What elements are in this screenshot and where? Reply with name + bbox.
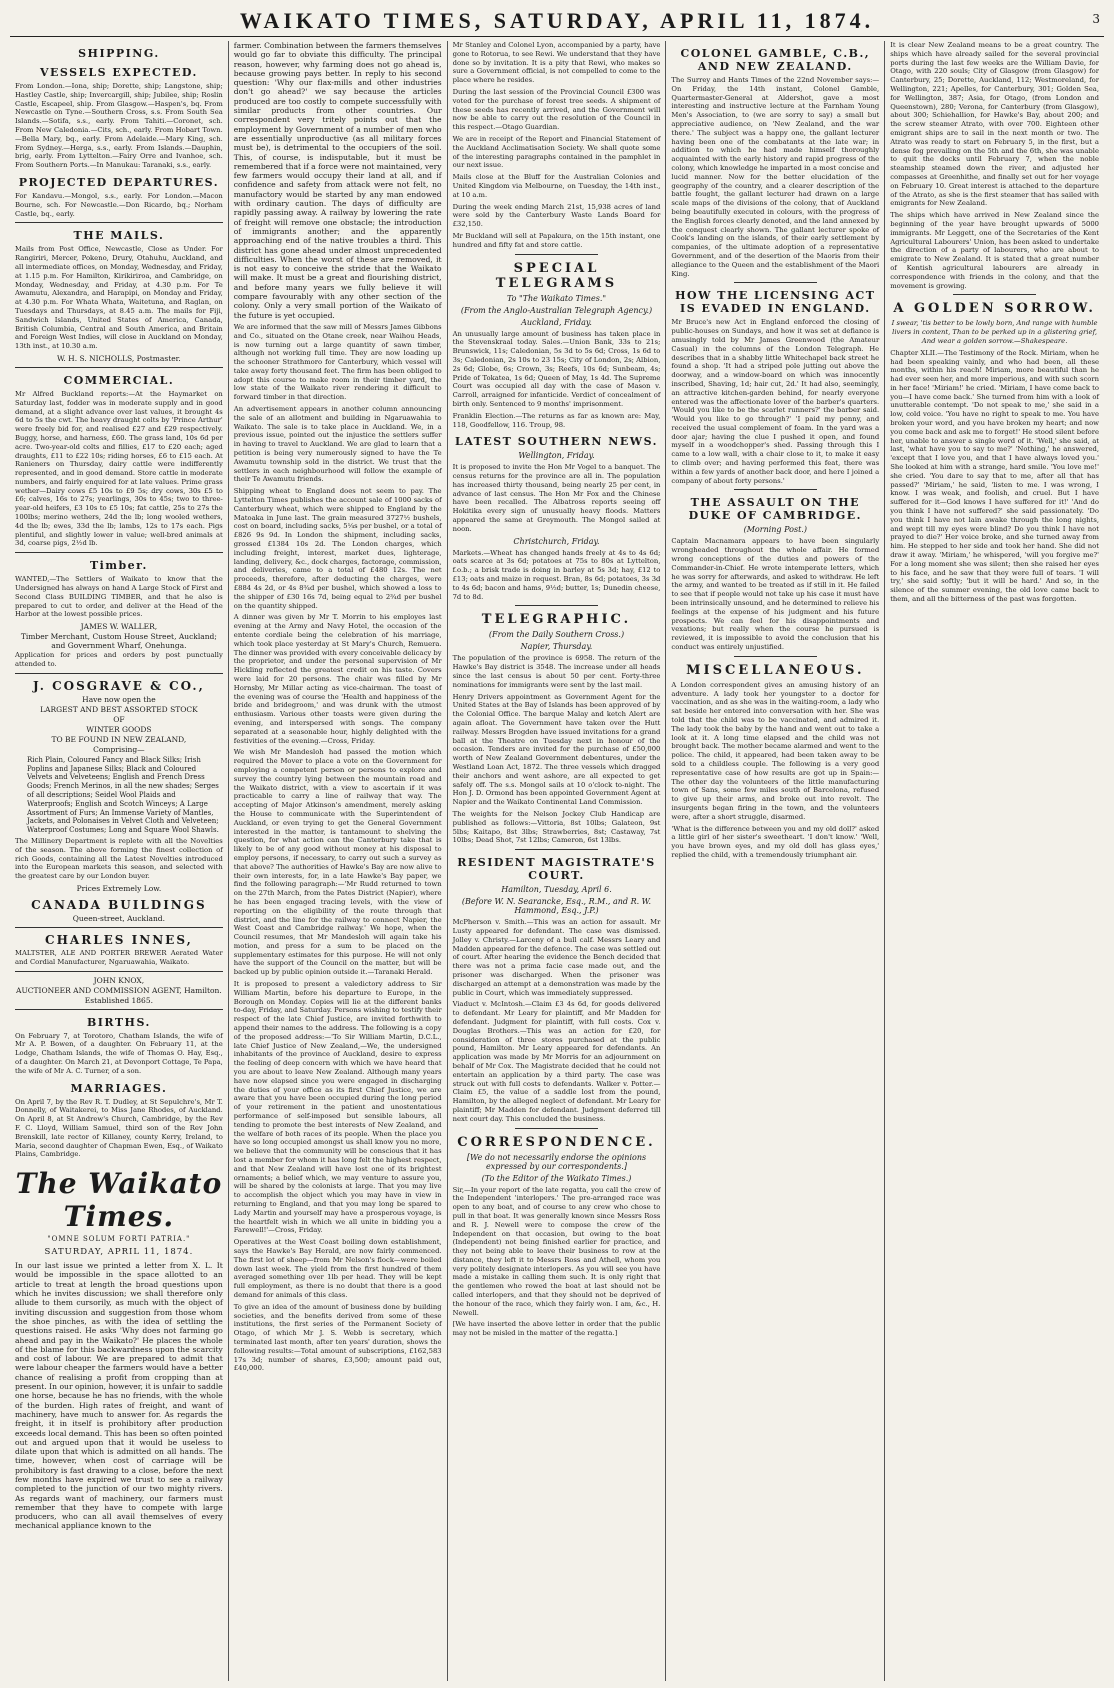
licensing-text: Mr Bruce's new Act in England enforced the closing of public-houses on Sundays, and how it was set at defiance is amusingly told by Mr James Greenwood (the Amateur Casual) in the columns of the London Telegraph. He describes that in a shabby little Whitechapel back street he found a shop. 'It had a striped pole jutting out above the doorway, and a window-board on which was innocently inscribed, Shaving, 1d; hair cut, 2d.' It had also, seemingly, an attractive kitchen-garden behind, for nearly everyone entered was the affectionate lover of the barber's quarters. 'Would you like to be the scarlet runners?' the barber said. 'Would you like to go through?' 'I paid my penny, and received the usual complement of foam. In the yard was a door ajar; having the clue I pushed it open, and found myself in a woodchopper's shed. Passing through this I came to a low wall, with a chair close to it, to make it easy to climb over; and having performed this feat, there was within a few yards of another back door, and here I joined a company of about forty persons.' bbox=[671, 318, 880, 485]
mails-signature: W. H. S. NICHOLLS, Postmaster. bbox=[56, 353, 181, 363]
cosgrave-text: The Millinery Department is replete with all the Novelties of the season. The above forming the finest collection of rich Goods, containing all the Latest Novelties introduced into the European markets this season, and selected with the greatest care by our London buyer. bbox=[15, 837, 223, 881]
resident-court-title: RESIDENT MAGISTRATE'S COURT. bbox=[457, 856, 656, 883]
divider bbox=[15, 1009, 223, 1010]
shipping-title: SHIPPING. bbox=[78, 47, 160, 60]
duke-text: Captain Macnamara appears to have been singularly wrongheaded throughout the whole affair. He formed wrong conceptions of the duties and powers of the Commander-in-Chief. He wrote intemperate letters, which he was sorry for afterwards, and asked to withdraw. He left the army, and wanted to be treated as if still in it. He failed to see that if people would not take up his case it must have been intrinsically unsound, and he determined to relieve his feelings at the expense of his judgment and his future prospects. We can feel for his disappointments and vexations; but really when the course he pursued is reviewed, it is impossible to avoid the conclusion that his conduct was entirely unjustified. bbox=[671, 537, 880, 652]
sorrow-title: A GOLDEN SORROW. bbox=[893, 301, 1096, 317]
resident-dateline: Hamilton, Tuesday, April 6. bbox=[501, 885, 612, 895]
column-3 bbox=[448, 41, 667, 1681]
article-wheat-shipping: Shipping wheat to England does not seem to pay. The Lyttelton Times publishes the account sale of 1000 sacks of Canterbury wheat, which were shipped to England by the Matoaka in June last. The grain measured 3727½ bushels, cost on board, including sacks, 5¼s per bushel, or a total of £826 9s 9d. In London the shipment, including sacks, grossed £1384 10s 2d. The London charges, which including freight, interest, market dues, lighterage, landing, delivery, &c., dock charges, factorage, commission, and deliveries, came to a total of £480 12s. The net proceeds, therefore, after deducting the charges, were £884 4s 2d, or 4s 8¾d per bushel, which showed a loss to the shipper of £30 16s 7d, being equal to 2¾d per bushel on the quantity shipped. bbox=[233, 487, 442, 610]
births-title: BIRTHS. bbox=[86, 1015, 151, 1029]
commercial-text: Mr Alfred Buckland reports:—At the Haymarket on Saturday last, fodder was in moderate supply and in good demand, at a slight advance over last values, it brought 4s 6d to 5s the cwt. The heavy draught colts by 'Prince Arthur' were freely bid for, and realised £27 and £29 respectively. Buggy, horse, and harness, £60. The grass land, 10s 6d per acre. Two-year-old colts and fillies, £17 to £20 each; aged draughts, £11 to £22 10s; riding horses, £6 to £15 each. At Ranieners on Thursday, dairy cattle were indifferently represented, and in good demand. Store cattle in moderate numbers, and fairly enquired for at late values. Prime grass wether—Dairy cows £5 10s to £9 5s; dry cows, 30s £5 to £6; calves, 16s to 27s; yearlings, 30s to 45s; two to three-year-old heifers, £3 10s to £5 10s; fat cattle, 25s to 27s the 100lbs; merino wethers, 24d the lb; long wooled wethers, 4d the lb; ewes, 33d the lb; lambs, 12s to 17s each. Pigs plentiful, and slightly lower in value; well-bred animals at 3d, coarse pigs, 2½d lb. bbox=[15, 389, 223, 548]
column-5 bbox=[885, 41, 1104, 1681]
divider bbox=[515, 254, 598, 255]
column-4 bbox=[666, 41, 885, 1681]
article-emigration: It is clear New Zealand means to be a great country. The ships which have already sailed for the several provincial ports during the last few weeks are the William Davie, for Otago, with 220 souls; City of Glasgow (from Glasgow) for Canterbury, 25; Dorette, Auckland, 112; Westmoreland, for Wellington, 221; Apelles, for Canterbury, 301; Golden Sea, for Wellington, 387; Asia, for Otago, (from London and Queenstown), 280; Verona, for Canterbury (from Glasgow), about 300; Schiehallion, for Hawke's Bay, about 200; and the screw steamer Atrato, with over 700. Eighteen other emigrant ships are to sail in the next month or two. The Atrato was ready to start on February 5, in the first, but a dense fog prevailing on the 5th and the 6th, she was unable to quit the docks until February 7, when the noble steamship steamed down the river, and adjusted her compasses at Greenhithe, and finally set out for her voyage on February 10. Great interest is attached to the departure of the Atrato, as she is the first steamer that has sailed with emigrants for New Zealand. bbox=[890, 41, 1099, 208]
article-acclimatisation: We are in receipt of the Report and Financial Statement of the Auckland Acclimatisation Society. We shall quote some of the interesting paragraphs contained in the pamphlet in our next issue. bbox=[452, 134, 661, 170]
cosgrave-list: Rich Plain, Coloured Fancy and Black Silks; Irish Poplins and Japanese Silks; Black and Coloured Velvets and Velveteens; English and French Dress Goods; French Merinos, in all the new shades; Serges of all descriptions; Seidel Wool Plaids and Waterproofs; English and Scotch Winceys; A Large Assortment of Furs; An Immense Variety of Mantles, Jackets, and Polonaises in Velvet Cloth and Velveteen; Waterproof Costumes; Long and Square Wool Shawls. bbox=[27, 755, 219, 835]
article-saw-mill: We are informed that the saw mill of Messrs James Gibbons and Co., situated on the Otane creek, near Waihou Heads, is now turning out a large quantity of sawn timber, although not working full time. They are now loading up the schooner Strathmoro for Canterbury, which vessel will take away forty thousand feet. The firm has been obliged to adopt this course to make room in their timber yard, the low state of the Waikato river rendering it difficult to forward timber in that direction. bbox=[233, 322, 442, 402]
cosgrave-sub5: TO BE FOUND IN NEW ZEALAND, bbox=[51, 734, 187, 744]
telegrams-title: SPECIAL TELEGRAMS bbox=[495, 260, 618, 291]
christchurch-text: Markets.—Wheat has changed hands freely at 4s to 4s 6d; oats scarce at 3s 6d; potatoes at 75s to 80s at Lyttelton, f.o.b.; a brisk trade is doing in barley at 5s 3d; hay, £12 to £13; oats and maize in request. Bran, 8s 6d; potatoes, 3s 3d to 4s 6d; bacon and hams, 9½d; butter, 1s; Dunedin cheese, 7d to 8d. bbox=[452, 548, 661, 601]
sorrow-verse: I swear, 'tis better to be lowly born, And range with humble livers in content, Than to be perked up in a glistering grief, And wear a golden sorrow.—Shakespeare. bbox=[891, 319, 1098, 345]
mails-text: Mails from Post Office, Newcastle, Close as Under. For Rangiriri, Mercer, Pokeno, Drury, Otahuhu, Auckland, and all intermediate offices, on Monday, Wednesday, and Friday, at 1.15 p.m. For Hamilton, Kirikiriroa, and Cambridge, on Monday, Wednesday, and Friday, at 4.30 p.m. For Te Awamutu, Alexandra, and Harapipi, on Monday and Friday, at 4.30 p.m. For Whata Whata, Waitetuna, and Raglan, on Tuesdays and Thursdays, at 8.45 a.m. The mails for Fiji, Sandwich Islands, United States of America, Canada, British Columbia, Central and South America, and Britain and Foreign West Indies, will close in Auckland on Monday, 13th inst., at 10.30 a.m. bbox=[15, 245, 223, 351]
wellington-text: Henry Drivers appointment as Government Agent for the United States at the Bay of Islands has been approved of by the Colonial Office. The barque Malay and ketch Alert are again afloat. The Government have taken over the Hutt railway. Messrs Brogden have issued invitations for a grand ball at the Theatre on Tuesday next in honour of the occasion. Tenders are invited for the purchase of £50,000 worth of New Zealand Government debentures, under the Westland Loan Act, 1872. The three vessels which dragged their anchors and went ashore, are all expected to get safely off. The s.s. Mongol sails at 10 o'clock to-night. The Hon J. D. Ormond has been appointed Government Agent at Napier and the Waikato Continental Land Commission. bbox=[452, 692, 661, 807]
correspondence-title: CORRESPONDENCE. bbox=[457, 1134, 656, 1150]
cosgrave-sub4: WINTER GOODS bbox=[86, 724, 152, 734]
resident-before: (Before W. N. Searancke, Esq., R.M., and R. W. Hammond, Esq., J.P.) bbox=[461, 897, 652, 916]
telegraphic-source: (From the Daily Southern Cross.) bbox=[488, 630, 625, 640]
masthead bbox=[10, 6, 1104, 37]
divider bbox=[15, 971, 223, 972]
canada-title: CANADA BUILDINGS bbox=[31, 898, 207, 912]
commercial-title: COMMERCIAL. bbox=[63, 373, 175, 387]
editorial-text: In our last issue we printed a letter from X. L. It would be impossible in the space allotted to an article to treat at length the broad questions upon which he invites discussion; we shall therefore only allude to them cursorily, as much with the object of inviting discussion and suggestion from those whom the shoe pinches, as with the idea of settling the questions raised. He asks 'Why does not farming go ahead and pay in the Waikato?' He places the whole of the blame for this backwardness upon the scarcity and cost of labour. We are prepared to admit that were labour cheaper the farmers would have a better chance of realising a profit from cropping than at present. In our opinion, however, it is unfair to saddle one horse, because he has no friends, with the whole of the burden. High rates of freight, and want of machinery, have much to answer for. As regards the freight, it in itself is prohibitory after production exceeds local demand. This has been so often pointed out and argued upon that it would be useless to dilate upon that which is admitted on all hands. The time, however, when cost of carriage will be prohibitory is fast drawing to a close, before the next few months have expired we trust to see a railway completed to the junction of our two mighty rivers. As regards want of machinery, our farmers must remember that they have to compete with large producers, who can all avail themselves of every mechanical appliance known to the bbox=[15, 1261, 223, 1531]
cosgrave-sub1: Have now open the bbox=[82, 694, 156, 704]
cosgrave-sub2: LARGEST AND BEST ASSORTED STOCK bbox=[40, 704, 198, 714]
article-immigrants: The ships which have arrived in New Zealand since the beginning of the year have brought upwards of 5000 immigrants. Mr Leggett, one of the Secretaries of the Kent Agricultural Labourers' Union, has been asked to undertake the direction of a party of labourers, who are about to emigrate to New Zealand. It is stated that a great number of Kentish agricultural labourers are already in correspondence with friends in the colony, and that the movement is growing. bbox=[890, 211, 1099, 290]
timber-note: Application for prices and orders by post punctually attended to. bbox=[15, 651, 223, 669]
resident-text: McPherson v. Smith.—This was an action for assault. Mr Lusty appeared for defendant. The case was dismissed. Jolley v. Christy.—Larceny of a bull calf. Messrs Leary and Madden appeared for the defence. The case was settled out of court. After hearing the evidence the Bench decided that there was not a prima facie case made out, and the prisoner was discharged. When the prisoner was discharged an attempt at a demonstration was made by the public in Court, which was immediately suppressed. bbox=[452, 918, 661, 997]
telegraphic-text: The population of the province is 6958. The return of the Hawke's Bay district is 3548. The increase under all heads since the last census is about 50 per cent. Forty-three nominations for immigrants were sent by the last mail. bbox=[452, 654, 661, 689]
cosgrave-title: J. COSGRAVE & CO., bbox=[33, 678, 205, 693]
divider bbox=[953, 294, 1037, 295]
vessels-expected-text: From London.—Iona, ship; Dorette, ship; Langstone, ship; Hastley Castle, ship; Invercargill, ship; Jubilee, ship; Roslin Castle, Escapeel, ship. From Glasgow.—Haspen's, bq. From Newcastle on Tyne.—Southern Cross, s.s. From South Sea Islands.—Sotifa, s.s., early. From Tahiti.—Coronet, sch. From New Caledonia.—Cits, sch., early. From Hobart Town.—Bella Mary, bq., early. From Adelaide.—Mary King, sch. From Sydney.—Herga, s.s., early. From Islands.—Dauphin, brig, early. From Lyttelton.—Fairy Orre and Ivanhoe, sch. From Southern Ports.—In Manukau: Taranaki, s.s., early. bbox=[15, 82, 223, 170]
divider bbox=[15, 552, 223, 553]
nelson-text: The weights for the Nelson Jockey Club Handicap are published as follows:—Vittoria, 8st 10lbs; Galateon, 9st 5lbs; Kaitapo, 8st 3lbs; Strawberries, 8st; Castaway, 7st 10lbs; Dead Shot, 7st 12lbs; Cameron, 6st 13lbs. bbox=[452, 810, 661, 845]
divider bbox=[15, 927, 223, 928]
article-waste-lands: During the week ending March 21st, 15,938 acres of land were sold by the Canterbury Waste Lands Board for £32,150. bbox=[452, 202, 661, 229]
divider bbox=[515, 1128, 598, 1129]
canada-sub: Queen-street, Auckland. bbox=[72, 914, 165, 923]
article-mails-bluff: Mails close at the Bluff for the Australian Colonies and United Kingdom via Melbourne, on Tuesday, the 14th inst., at 10 a.m. bbox=[452, 173, 661, 199]
franklin-election: Franklin Election.—The returns as far as known are: May, 118, Goodfellow, 116. Troup, 98. bbox=[452, 411, 661, 429]
marriages-title: MARRIAGES. bbox=[70, 1081, 168, 1095]
article-building-societies: To give an idea of the amount of business done by building societies, and the benefits derived from some of these institutions, the first series of the Permanent Society of Otago, of which Mr J. S. Webb is secretary, which terminated last month, after ten years' duration, shows the following results:—Total amount of subscriptions, £162,583 17s 3d; number of shares, £3,500; amount paid out, £40,000. bbox=[233, 1302, 442, 1373]
gamble-text: The Surrey and Hants Times of the 22nd November says:—On Friday, the 14th instant, Colonel Gamble, Quartermaster-General at Aldershot, gave a most interesting and instructive lecture at the Farnham Young Men's Association, to (we are sorry to say) a small but appreciative audience, on 'New Zealand, and the war there.' The subject was a happy one, the gallant lecturer having been one of the combatants at the late war; in addition to which he had made himself thoroughly acquainted with the early history and rapid progress of the colony, which knowledge he imparted in a most concise and lucid manner. Now for the better elucidation of the geography of the country, and a clearer description of the battle fought, the gallant lecturer had drawn on a large scale maps of the divisions of the colony, that of Auckland being beautifully executed in colours, with the progress of the English forces clearly denoted, and the land annexed by the conquest clearly shown. The gallant lecturer spoke of Cook's landing on the islands, of their early settlement by companies, of the ultimate adoption of a representative Government, and of the desertion of the Maoris from their allegiance to the Queen and the establishment of the Maori King. bbox=[671, 76, 880, 278]
telegrams-text: An unusually large amount of business has taken place in the Stevenskraal today. Sales.—Union Bank, 33s to 21s; Brunswick, 11s; Caledonian, 5s 3d to 5s 6d; Cross, 1s 6d to 3s; Caledonian, 2s 10s to 23 15s; City of London, 2s; Albion, 2s 6d; Globe, 6s; Crown, 3s; Reefs, 10s 6d; Sunbeam, 4s; Pride of Tokatea, 1s 6d; Queen of May, 1s 4d. The Supreme Court was occupied all day with the case of Mason v. Carroll, arraigned for infanticide. Verdict of concealment of birth only. Sentenced to 9 months' imprisonment. bbox=[452, 329, 661, 408]
duke-source: (Morning Post.) bbox=[743, 525, 807, 535]
southern-news-title: LATEST SOUTHERN NEWS. bbox=[455, 435, 658, 449]
knox-text: AUCTIONEER AND COMMISSION AGENT, Hamilton. bbox=[16, 985, 222, 995]
knox-title: JOHN KNOX, bbox=[93, 975, 145, 985]
article-dinner: A dinner was given by Mr T. Morrin to his employes last evening at the Army and Navy Hotel, the occasion of the entente cordiale being the celebration of his marriage, which took place yesterday at St Mary's Church, Remuera. The dinner was provided with every conceivable delicacy by the proprietor, and under the personal supervision of Mr Hickling reflected the greatest credit on his taste. Covers were laid for 20 persons. The chair was filled by Mr Hornsby, Mr Millar acting as vice-chairman. The toast of the evening was of course the 'Health and happiness of the bride and bridegroom,' and was drunk with the utmost enthusiasm. Various other toasts were given during the evening, and interspersed with songs. The company separated at a seasonable hour, highly delighted with the festivities of the evening.—Cross, Friday. bbox=[233, 613, 442, 745]
divider bbox=[15, 367, 223, 368]
telegrams-dateline: Auckland, Friday. bbox=[521, 317, 592, 327]
births-text: On February 7, at Torotoro, Chatham Islands, the wife of Mr A. P. Bowen, of a daughter. On February 11, at the Lodge, Chatham Islands, the wife of Thomas O. Hay, Esq., of a daughter. On March 21, at Devonport Cottage, Te Papa, the wife of Mr A. C. Turner, of a son. bbox=[15, 1031, 223, 1075]
correspondence-note-2: [We have inserted the above letter in order that the public may not be misled in the matter of the regatta.] bbox=[452, 1320, 661, 1338]
sorrow-text: Chapter XLII.—The Testimony of the Rock. Miriam, when he had been speaking vainly, and who had been, all these months, within his reach! Miriam, more beautiful than he had ever seen her, and more imperious, and with such scorn in her face! 'Miriam!' he cried. 'Miriam, I have come back to you—I have come back.' She turned from him with a look of unutterable contempt. 'Do not speak to me,' she said in a low, cold voice. 'You have no right to speak to me. You have broken your word, and you have broken my heart; and now you come back and ask me to forget!' He stood silent before her, unable to answer a single word of it. 'Well,' she said, at last, 'what have you to say to me?' 'Nothing,' he answered, 'except that I love you, and that I have always loved you.' She looked at him with a strange, hard smile. 'You love me!' she cried. 'You dare to say that to me, after all that has passed?' 'Miriam,' he said, 'listen to me. I was wrong, I know. I was weak, and foolish, and cruel. But I have suffered for it—God knows I have suffered for it!' 'And do you think I have not suffered?' she said passionately. 'Do you think I have not lain awake through the long nights, and wept till my eyes were blind? Do you think I have not prayed to die?' Her voice broke, and she turned away from him. He stepped to her side and took her hand. She did not draw it away. 'Miriam,' he whispered, 'will you forgive me?' For a long moment she was silent; then she raised her eyes to his face, and he saw that they were full of tears. 'I will try,' she said softly; 'but it will be hard.' And so, in the silence of the summer evening, the old love came back to them, and all the bitterness of the past was forgotten. bbox=[890, 348, 1099, 604]
divider bbox=[515, 849, 598, 850]
masthead-title: WAIKATO TIMES, SATURDAY, APRIL 11, 1874. bbox=[239, 8, 875, 33]
misc-title: MISCELLANEOUS. bbox=[686, 662, 865, 678]
article-allotment-sale: An advertisement appears in another column announcing the sale of an allotment and building in Ngaruawahia to Waikato. The sale is to take place in Auckland. We, in a previous issue, pointed out the injustice the settlers suffer in having to travel to Auckland. We are glad to learn that a petition is being very numerously signed to have the Te Awamutu township sold in the district. We trust that the settlers in each neighbourhood will follow the example of their Te Awamutu friends. bbox=[233, 405, 442, 484]
column-2 bbox=[229, 41, 448, 1681]
cosgrave-prices: Prices Extremely Low. bbox=[76, 884, 162, 893]
article-rewi: Mr Stanley and Colonel Lyon, accompanied by a party, have gone to Rotorua, to see Rewi. We understand that they have done so by invitation. It is a pity that Rewi, who makes so sure a Government official, is not compelled to come to the place where he resides. bbox=[452, 41, 661, 85]
knox-est: Established 1865. bbox=[84, 995, 153, 1005]
timber-address: Timber Merchant, Custom House Street, Auckland; and Government Wharf, Onehunga. bbox=[20, 632, 217, 651]
mails-title: THE MAILS. bbox=[73, 229, 165, 243]
divider bbox=[15, 222, 223, 223]
resident-text-2: Viaduct v. McIntosh.—Claim £3 4s 6d, for goods delivered to defendant. Mr Leary for plaintiff, and Mr Madden for defendant. Judgment for plaintiff, with full costs. Cox v. Douglas Brothers.—This was an action for £20, for consideration of three stores purchased at the public pound, Hamilton. Mr Leary appeared for defendants. An application was made by Mr Morris for an adjournment on behalf of Mr Cox. The Magistrate decided that he could not entertain an application by a third party. The case was struck out with full costs to defendants. Walker v. Potter.—Claim £5, the value of a saddle lost from the pound, Hamilton, by the alleged neglect of defendant. Mr Leary for plaintiff; Mr Madden for defendant. Judgment deferred till next court day. This concluded the business. bbox=[452, 1000, 661, 1123]
divider bbox=[515, 605, 598, 606]
projected-departures-text: For Kandavu.—Mongol, s.s., early. For London.—Macon Bourne, sch. For Newcastle.—Don Ricardo, bq.; Norham Castle, bq., early. bbox=[15, 191, 223, 218]
misc-text-2: 'What is the difference between you and my old doll?' asked a little girl of her sister's sweetheart. 'I don't know.' 'Well, you have brown eyes, and my old doll has glass eyes,' replied the child, with a tremendously triumphant air. bbox=[671, 824, 880, 859]
telegraphic-dateline: Napier, Thursday. bbox=[520, 642, 593, 652]
article-boiling-down: Operatives at the West Coast boiling down establishment, says the Hawke's Bay Herald, are now fairly commenced. The first lot of sheep—from Mr Nelson's flock—were boiled down last week. The yield from the first hundred of them averaged something over 1lb per head. They will be kept full employment, as there is no doubt that there is a good demand for animals of this class. bbox=[233, 1238, 442, 1299]
correspondence-text: Sir,—In your report of the late regatta, you call the crew of the Independent 'interlopers.' The pre-arranged race was open to any boat, and of course to any crew who chose to pull in that boat. It was generally known since Messrs Ross and R. J. Newell were to compose the crew of the Independent on that occasion, but owing to the boat (Independent) not being finished earlier for practice, and they not being able to leave their business to row at the distance, they left it to Messrs Ross and Athell, whom you very politely designate interlopers. As you will see you have made a mistake in calling them such. It is only right that the gentlemen who rowed the boat at last should not be called interlopers, and that they should not be deprived of the honour of the race, which they fairly won. I am, &c., H. Newell. bbox=[452, 1185, 661, 1317]
nameplate-title: The Waikato Times. bbox=[15, 1167, 223, 1234]
vessels-expected-title: VESSELS EXPECTED. bbox=[39, 66, 198, 79]
article-tree-seeds: During the last session of the Provincial Council £300 was voted for the purchase of forest tree seeds. A shipment of these seeds has recently arrived, and the Government will now be able to carry out the resolution of the Council in this respect.—Otago Guardian. bbox=[452, 87, 661, 132]
timber-text: WANTED,—The Settlers of Waikato to know that the Undersigned has always on hand A Large Stock of First and Second Class BUILDING TIMBER, and that he also is prepared to cut to order, and deliver at the Head of the Harbor at the lowest possible prices. bbox=[15, 575, 223, 619]
divider bbox=[734, 489, 817, 490]
timber-name: JAMES W. WALLER, bbox=[80, 622, 158, 632]
gamble-title: COLONEL GAMBLE, C.B., AND NEW ZEALAND. bbox=[680, 47, 871, 73]
southern-text: It is proposed to invite the Hon Mr Vogel to a banquet. The census returns for the province are all in. The population has increased thirty thousand, being nearly 25 per cent, in advance of last census. The Hon Mr Fox and the Chinese have been recalled. The Albatross reports seeing off Hokitika every sign of unusually heavy floods. Matters appeared the same at Greymouth. The Mongol sailed at noon. bbox=[452, 463, 661, 533]
cosgrave-sub6: Comprising— bbox=[93, 744, 145, 754]
divider bbox=[734, 282, 817, 283]
nameplate-motto: "OMNE SOLUM FORTI PATRIA." bbox=[47, 1235, 191, 1244]
columns bbox=[10, 41, 1104, 1681]
correspondence-note: [We do not necessarily endorse the opinions expressed by our correspondents.] bbox=[466, 1152, 647, 1171]
editorial-dateline: SATURDAY, APRIL 11, 1874. bbox=[44, 1247, 194, 1258]
nameplate bbox=[15, 1167, 223, 1243]
cosgrave-sub3: OF bbox=[113, 714, 125, 724]
article-railway-survey: We wish Mr Mandesloh had passed the motion which required the Mover to place a vote on the Government for employing a competent person or persons to explore and survey the country lying between the mountain road and the Waikato district, with a view to ascertain if it was practicable to carry a line of railway that way. The accepting of Major Atkinson's amendment, merely asking the House to communicate with the Superintendent of Auckland, or even trying to get the General Government interested in the matter, is tantamount to shelving the question, for what action can the Canterbury take that is likely to be of any good without money at his disposal to employ persons, if necessary, to carry out such a survey as that above? The authorities of Hawke's Bay are now alive to their own interests, for, in a late Hawke's Bay paper, we find the following paragraph:—'Mr Rudd returned to town on the 27th March, from the Pates District (Napier), where he has been engaged tracing levels, with the view of reporting on the eligibility of the route through that district, and the line for the railway to connect Napier, the West Coast and Cambridge railway.' We hope, when the Council resumes, that Mr Mandesloh will again take his motion, and press for a sum to be placed on the supplementary estimates for this purpose. He will not only have the support of the Council on the matter, but will be backed up by public opinion outside it.—Taranaki Herald. bbox=[233, 748, 442, 977]
editorial-continued: farmer. Combination between the farmers themselves would go far to obviate this difficulty. The principal reason, however, why farming does not go ahead is, because growing pays better. In reply to his second question: 'Why our flax-mills and other industries don't go ahead?' we say because the articles produced are too costly to compete successfully with similar products from other countries. Our correspondent very tritely points out that the employment by Government of a number of men who are essentially unproductive (as all military forces must be), is detrimental to the occupiers of the soil. This, of course, is indisputable, but it must be remembered that if a force were not maintained, very few farmers would occupy their land at all, and if confidence and safety from attack were not felt, no manufactory would be started by any man endowed with ordinary caution. The days of difficulty are rapidly passing away. A railway by lowering the rate of freight will remove one obstacle; the introduction of immigrants another; and the apparently approaching end of the native troubles a third. This district has gone ahead under almost unprecedented difficulties. When the worst of these are removed, it is not easy to conceive the stride that the Waikato will make. It must be a great and flourishing district, and before many years we fully believe it will compare favourably with any other section of the colony. Only a very small portion of the Waikato of the future is yet occupied. bbox=[233, 41, 442, 320]
southern-dateline: Wellington, Friday. bbox=[518, 451, 595, 461]
correspondence-to: (To the Editor of the Waikato Times.) bbox=[481, 1173, 632, 1183]
telegraphic-title: TELEGRAPHIC. bbox=[481, 612, 632, 628]
innes-title: CHARLES INNES, bbox=[45, 933, 193, 947]
divider bbox=[734, 656, 817, 657]
licensing-title: HOW THE LICENSING ACT IS EVADED IN ENGLAND. bbox=[675, 289, 876, 316]
duke-title: THE ASSAULT ON THE DUKE OF CAMBRIDGE. bbox=[688, 496, 862, 523]
article-cattle-sale: Mr Buckland will sell at Papakura, on the 15th instant, one hundred and fifty fat and store cattle. bbox=[452, 231, 661, 249]
article-address: It is proposed to present a valedictory address to Sir William Martin, before his departure to Europe, in the Borough on Monday. Copies will lie at the different banks to-day, Friday, and Saturday. Persons wishing to testify their respect of the late Chief Justice, are invited forthwith to append their names to the address. The following is a copy of the proposed address:—'To Sir William Martin, D.C.L., late Chief Justice of New Zealand,—We, the undersigned inhabitants of the province of Auckland, desire to express the feeling of deep concern with which we have heard that you are about to leave New Zealand. Although many years have now elapsed since you were engaged in discharging the duties of your office as its first Chief Justice, we are aware that you have been occupied during the long period of your retirement in the patient and unostentatious performance of self-imposed but sensible labours, all tending to promote the best interests of New Zealand, and the welfare of both races of its people. When the place you have so long occupied amongst us shall know you no more, we believe that the community will be conscious that it has lost a member for whom it has long felt the highest respect, and that New Zealand will have lost one of its brightest ornaments; a belief which, we may venture to assure you, will be shared by the colonists at large. That you may live to accomplish the object which you may have in view in returning to England, and that you may long be spared to Lady Martin and yourself may have a prosperous voyage, is the heartfelt wish in which we all unite in bidding you a Farewell!'—Cross, Friday. bbox=[233, 980, 442, 1235]
marriages-text: On April 7, by the Rev R. T. Dudley, at St Sepulchre's, Mr T. Donnelly, of Waitakerei, to Miss Jane Rhodes, of Auckland. On April 8, at St Andrew's Church, Cambridge, by the Rev F. C. Lloyd, William Samuel, third son of the Rev John Brenskill, late rector of Killaney, county Kerry, Ireland, to Maria, second daughter of Chapman Ewen, Esq., of Waikato Plains, Cambridge. bbox=[15, 1097, 223, 1159]
christchurch-dateline: Christchurch, Friday. bbox=[513, 536, 600, 546]
misc-text: A London correspondent gives an amusing history of an adventure. A lady took her youngster to a doctor for vaccination, and as she was in the waiting-room, a lady who sat beside her entered into conversation with her. She was told that the child was to be vaccinated, and admired it. The lady took the baby by the hand and went out to take a look at it. A long time elapsed and the child was not brought back. The mother became alarmed and went to the police. The child, it appeared, had been taken away to be sold to a childless couple. The following is a very good representative case of how results are got up in Spain:—The other day the volunteers of the little manufacturing town of Sans, some few miles south of Barcelona, refused to give up their arms, and broke out into revolt. The insurgents began firing in the town, and the volunteers were, after a short struggle, disarmed. bbox=[671, 680, 880, 821]
innes-text: MALTSTER, ALE AND PORTER BREWER Aerated Water and Cordial Manufacturer, Ngaruawahia, Waikato. bbox=[15, 949, 223, 966]
page-number: 3 bbox=[1092, 12, 1100, 26]
divider bbox=[15, 673, 223, 674]
timber-title: Timber. bbox=[89, 559, 148, 573]
column-1 bbox=[10, 41, 229, 1681]
telegrams-sub: To "The Waikato Times." bbox=[506, 293, 607, 303]
telegrams-source: (From the Anglo-Australian Telegraph Agency.) bbox=[460, 305, 653, 315]
projected-departures-title: PROJECTED DEPARTURES. bbox=[18, 175, 220, 189]
